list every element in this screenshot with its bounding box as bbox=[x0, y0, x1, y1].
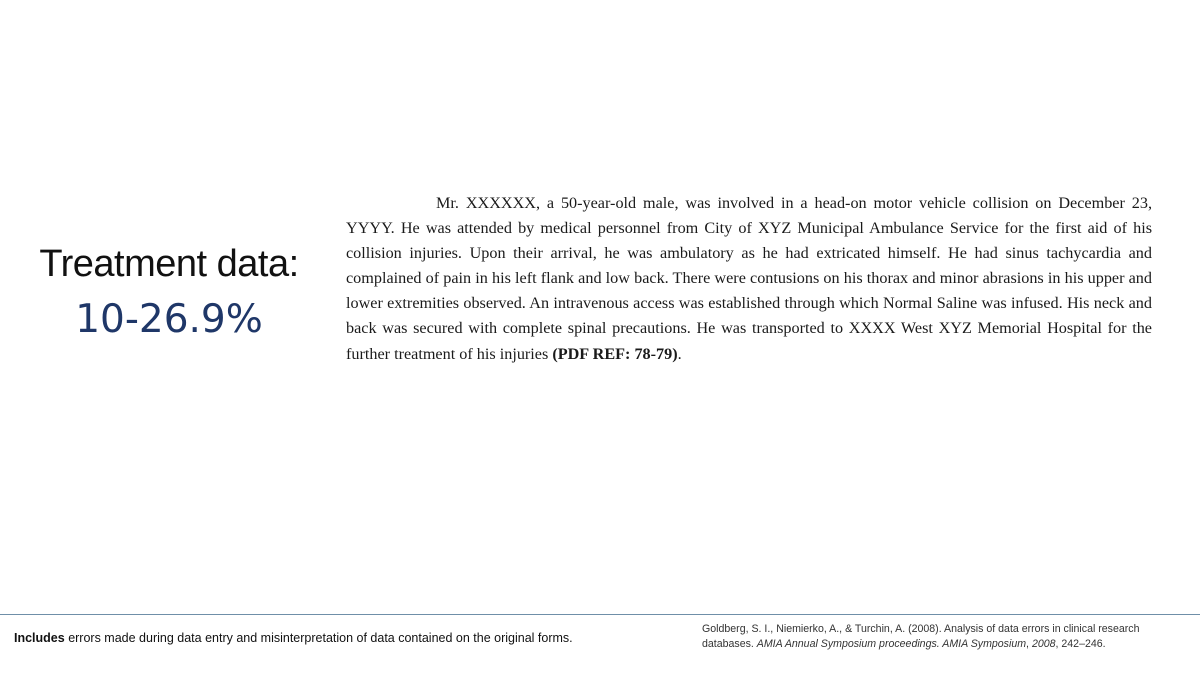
footer-divider bbox=[0, 614, 1200, 615]
citation-year: 2008 bbox=[1031, 638, 1056, 650]
citation-journal: AMIA Annual Symposium proceedings. AMIA Symposium bbox=[756, 638, 1027, 650]
citation-authors: Goldberg, S. I., Niemierko, A., & Turchin, A. (2008). Analysis of data errors in clinical research databases. bbox=[702, 623, 1140, 650]
footer-note bbox=[14, 631, 573, 645]
footer-note-text: errors made during data entry and misinterpretation of data contained on the original forms. bbox=[64, 631, 573, 645]
citation-pages: , 242–246. bbox=[1055, 638, 1106, 650]
error-rate-stat: 10-26.9% bbox=[75, 297, 263, 342]
left-summary bbox=[10, 238, 328, 350]
excerpt-end: . bbox=[677, 344, 682, 363]
excerpt-body: Mr. XXXXXX, a 50-year-old male, was involved in a head-on motor vehicle collision on December 23, YYYY. He was attended by medical personnel from City of XYZ Municipal Ambulance Service for the first aid of his collision injuries. Upon their arrival, he was ambulatory as he had extricated himself. He had sinus tachycardia and complained of pain in his left flank and low back. There were contusions on his thorax and minor abrasions in his upper and lower extremities observed. An intravenous access was established through which Normal Saline was infused. His neck and back was secured with complete spinal precautions. He was transported to XXXX West XYZ Memorial Hospital for the further treatment of his injuries bbox=[346, 194, 1152, 363]
citation bbox=[702, 622, 1192, 652]
citation-sep: , bbox=[1026, 638, 1032, 650]
slide-heading: Treatment data: bbox=[39, 243, 299, 285]
footer-note-bold: Includes bbox=[14, 631, 65, 645]
record-excerpt bbox=[346, 191, 1152, 367]
pdf-reference: (PDF REF: 78-79) bbox=[552, 344, 678, 363]
